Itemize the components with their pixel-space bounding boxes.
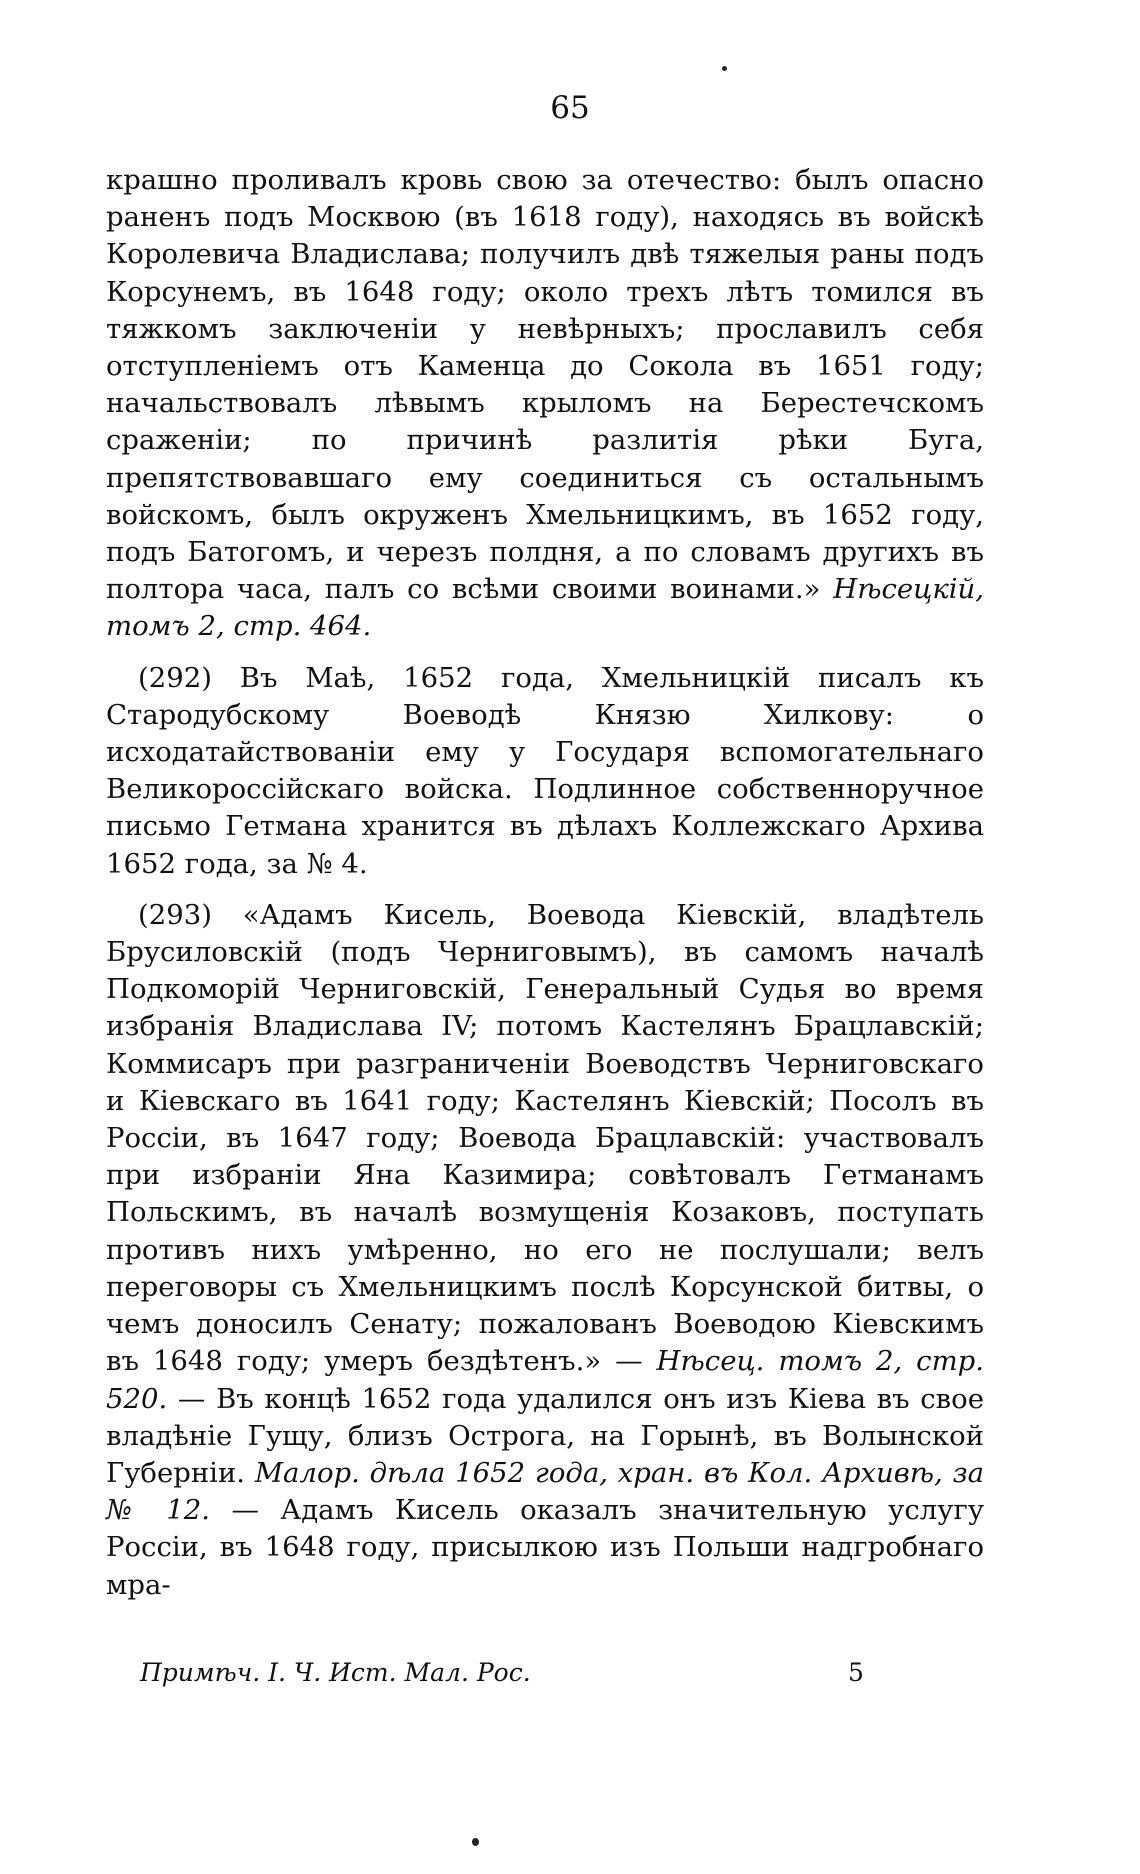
signature-mark: 5 (848, 1658, 864, 1687)
paragraph-text: (292) Въ Маѣ, 1652 года, Хмельницкій писалъ къ Стародубскому Воеводѣ Князю Хилкову: о исходатайствованіи ему у Государя вспомогательнаго Великороссійскаго войска. Подлинное собственноручное письмо Гетмана хранится въ дѣлахъ Коллежскаго Архива 1652 года, за № 4. (106, 661, 984, 880)
page-footer (140, 1658, 882, 1687)
citation: Нѣсецкій, томъ 2, стр. 464. (106, 573, 985, 643)
paragraph-text: — Адамъ Кисель оказалъ значительную услугу Россіи, въ 1648 году, присылкою изъ Польши надгробнаго мра- (106, 1494, 985, 1601)
paragraph-continuation (106, 162, 984, 646)
citation: Малор. дѣла 1652 года, хран. въ Кол. Архивѣ, за № 12. (106, 1456, 984, 1527)
print-speck (722, 66, 727, 71)
paragraph-text: крашно проливалъ кровь свою за отечество: былъ опасно раненъ подъ Москвою (въ 1618 году), находясь въ войскѣ Королевича Владислава; получилъ двѣ тяжелыя раны подъ Корсунемъ, въ 1648 году; около трехъ лѣтъ томился въ тяжкомъ заключеніи у невѣрныхъ; прославилъ себя отступленіемъ отъ Каменца до Сокола въ 1651 году; начальствовалъ лѣвымъ крыломъ на Берестечскомъ сраженіи; по причинѣ разлитія рѣки Буга, препятствовавшаго ему соединиться съ остальнымъ войскомъ, былъ окруженъ Хмельницкимъ, въ 1652 году, подъ Батогомъ, и черезъ полдня, а по словамъ другихъ въ полтора часа, палъ со всѣми своими воинами.» (106, 164, 984, 606)
footnote-292 (106, 660, 984, 883)
paragraph-text: (293) «Адамъ Кисель, Воевода Кіевскій, владѣтель Брусиловскій (подъ Черниговымъ), въ самомъ началѣ Подкоморій Черниговскій, Генеральный Судья во время избранія Владислава IV; потомъ Кастелянъ Брацлавскій; Коммисаръ при разграниченіи Воеводствъ Черниговскаго и Кіевскаго въ 1641 году; Кастелянъ Кіевскій; Посолъ въ Россіи, въ 1647 году; Воевода Брацлавскій: участвовалъ при избраніи Яна Казимира; совѣтовалъ Гетманамъ Польскимъ, въ началѣ возмущенія Козаковъ, поступать противъ нихъ умѣренно, но его не послушали; велъ переговоры съ Хмельницкимъ послѣ Корсунской битвы, о чемъ доносилъ Сенату; пожалованъ Воеводою Кіевскимъ въ 1648 году; умеръ бездѣтенъ.» — (106, 898, 984, 1378)
footnote-293 (106, 897, 984, 1604)
page-number: 65 (550, 90, 590, 126)
print-speck (472, 1838, 479, 1846)
citation: Нѣсец. томъ 2, стр. 520. (106, 1345, 984, 1415)
signature-note: Примѣч. I. Ч. Ист. Мал. Рос. (140, 1658, 531, 1687)
paragraph-text: — Въ концѣ 1652 года удалился онъ изъ Кіева въ свое владѣніе Гущу, близъ Острога, на Горынѣ, въ Волынской Губерніи. (106, 1382, 984, 1489)
body-text (106, 162, 984, 1604)
